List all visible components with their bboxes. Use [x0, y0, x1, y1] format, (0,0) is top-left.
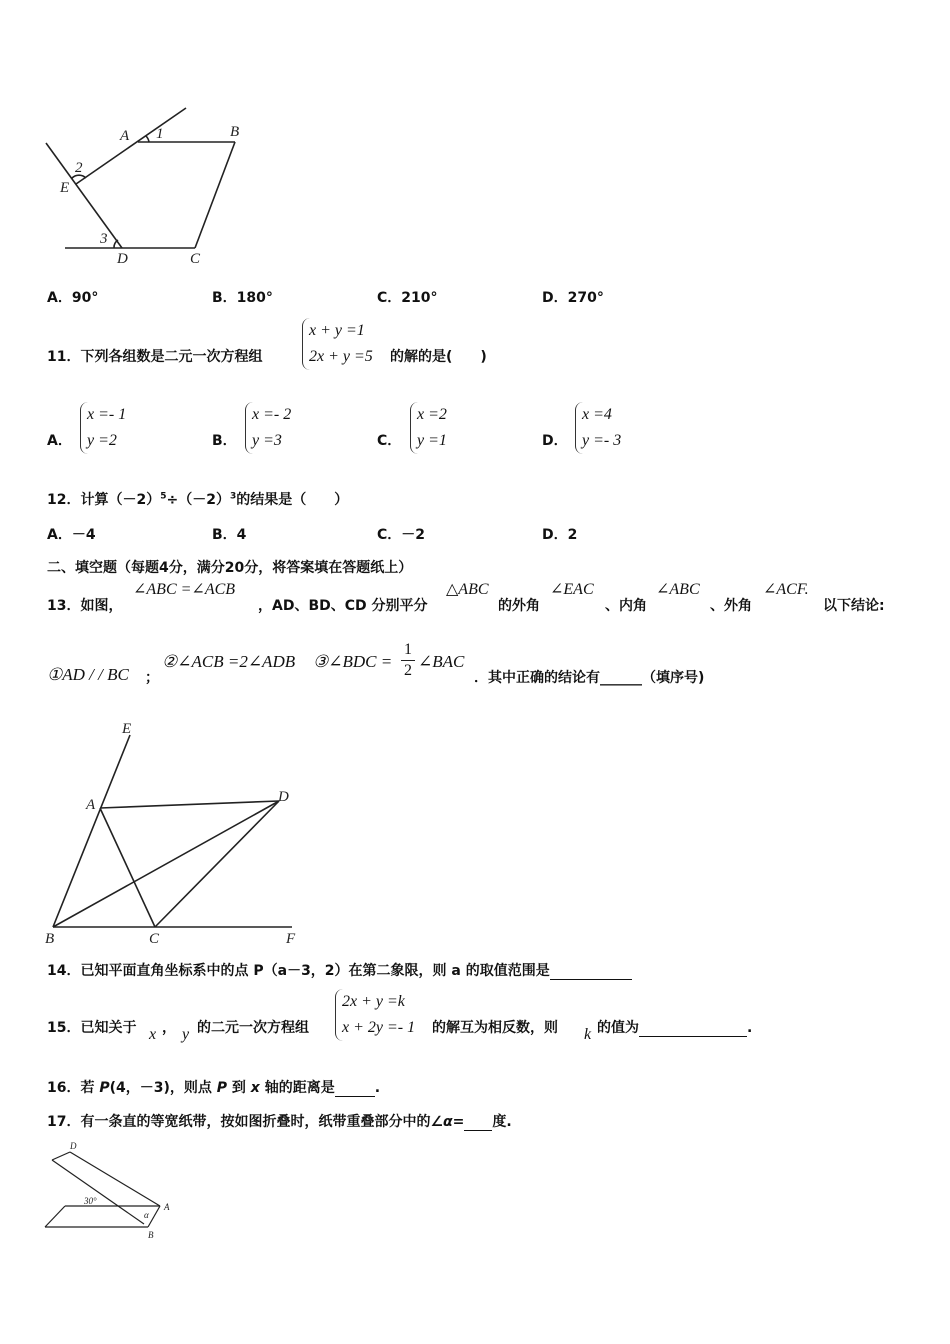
q13-number: 13．如图， — [47, 598, 123, 614]
label-D: D — [117, 251, 128, 267]
q11-tail: 的解的是( ) — [390, 349, 487, 365]
label-2: 2 — [75, 160, 83, 176]
q14-stem: 14．已知平面直角坐标系中的点 P（a－3，2）在第二象限，则 a 的取值范围是 — [47, 960, 632, 980]
line-BD — [53, 801, 279, 927]
q13-mid2: 的外角 — [498, 598, 540, 614]
label-3: 3 — [100, 231, 108, 247]
q12-stem: 12．计算$(-2)^5\div(-2)^3$的结果是（ ） — [47, 491, 349, 508]
line-BE — [53, 735, 130, 927]
q15-comma: ， — [162, 1020, 176, 1036]
q16-answer-blank[interactable] — [335, 1080, 375, 1097]
q15-system: 2x + y =k x + 2y =- 1 — [335, 989, 415, 1041]
q15-a: 15．已知关于 — [47, 1020, 137, 1036]
q13-fraction — [401, 640, 415, 681]
label-1: 1 — [156, 126, 164, 142]
label-C: C — [149, 931, 160, 947]
q13-conclusion-3-angle: ∠BAC — [418, 652, 465, 671]
q10-option-b[interactable]: B．180° — [212, 290, 273, 306]
line-BC — [195, 142, 235, 248]
q14-answer-blank[interactable] — [550, 963, 632, 980]
q11-option-a-letter[interactable]: A． — [47, 433, 72, 449]
q13-angle-abc: ∠ABC — [656, 581, 700, 598]
q11-option-a-system[interactable]: x =- 1 y =2 — [80, 402, 126, 454]
q15-var-x: x — [149, 1026, 157, 1043]
q17-stem: 17．有一条直的等宽纸带，按如图折叠时，纸带重叠部分中的∠α= 度. — [47, 1114, 512, 1130]
q11-option-c-letter[interactable]: C． — [377, 433, 402, 449]
fold-line-AB — [148, 1206, 160, 1227]
q13-tail: ．其中正确的结论有______（填序号) — [474, 670, 705, 686]
q16-stem: 16．若 P(4，－3)，则点 P 到 x 轴的距离是 . — [47, 1080, 381, 1096]
label-angle-30: 30° — [84, 1196, 97, 1206]
strip-bottom-edge — [52, 1160, 144, 1224]
label-B: B — [230, 124, 240, 140]
q13-conclusion-1: ①AD / / BC — [47, 665, 129, 684]
q13-separator: ； — [145, 670, 159, 686]
angle-arc-1 — [146, 136, 149, 142]
q15-b: 的二元一次方程组 — [197, 1020, 309, 1036]
q17-answer-blank[interactable] — [464, 1114, 492, 1131]
q11-option-d-letter[interactable]: D． — [542, 433, 568, 449]
q10-option-a[interactable]: A．90° — [47, 290, 99, 306]
label-A: A — [120, 128, 130, 144]
label-B: B — [45, 931, 55, 947]
q13-mid4: 、外角 — [710, 598, 752, 614]
q13-angle-eac: ∠EAC — [550, 581, 594, 598]
section-heading-fill-in: 二、填空题（每题4分，满分20分，将答案填在答题纸上） — [47, 560, 413, 576]
line-CD — [155, 801, 279, 927]
q15-answer-blank[interactable] — [639, 1020, 747, 1037]
line-AD — [100, 801, 279, 808]
q13-fraction-numerator: 1 — [401, 640, 415, 661]
line-ray-through-A-E — [76, 108, 186, 184]
label-alpha: α — [144, 1210, 149, 1220]
q12-option-b[interactable]: B．4 — [212, 527, 247, 543]
q12-option-a[interactable]: A．－4 — [47, 527, 96, 543]
q13-conclusion-3: ③∠BDC = — [313, 652, 393, 671]
label-A: A — [86, 797, 96, 813]
q11-option-c-system[interactable]: x =2 y =1 — [410, 402, 447, 454]
q10-option-d[interactable]: D．270° — [542, 290, 604, 306]
q11-system: x + y =1 2x + y =5 — [302, 318, 373, 370]
q13-mid5: 以下结论: — [823, 598, 885, 614]
q11-option-d-system[interactable]: x =4 y =- 3 — [575, 402, 621, 454]
q17-figure — [40, 1138, 180, 1243]
label-D: D — [278, 789, 289, 805]
q12-option-c[interactable]: C．－2 — [377, 527, 426, 543]
q10-option-c[interactable]: C．210° — [377, 290, 438, 306]
q13-angle-acf: ∠ACF. — [763, 581, 809, 598]
lower-strip-left — [45, 1206, 65, 1227]
q13-conclusion-2: ②∠ACB =2∠ADB — [162, 652, 296, 671]
strip-left-end — [52, 1152, 70, 1160]
q13-triangle: △ABC — [446, 581, 489, 598]
q15-var-y: y — [182, 1026, 190, 1043]
line-ED — [46, 143, 122, 248]
label-E: E — [122, 721, 132, 737]
label-B: B — [148, 1230, 154, 1240]
label-E: E — [60, 180, 70, 196]
q13-fraction-denominator: 2 — [404, 662, 412, 679]
q15-c: 的解互为相反数，则 — [432, 1020, 558, 1036]
q13-mid1: ，AD、BD、CD 分别平分 — [258, 598, 428, 614]
q10-figure — [40, 100, 260, 275]
q13-given: ∠ABC =∠ACB — [133, 581, 236, 598]
label-A: A — [164, 1202, 170, 1212]
q13-mid3: 、内角 — [605, 598, 647, 614]
q11-stem: 11．下列各组数是二元一次方程组 — [47, 349, 263, 365]
q13-figure — [40, 715, 310, 950]
angle-arc-3 — [114, 240, 118, 248]
q11-option-b-system[interactable]: x =- 2 y =3 — [245, 402, 291, 454]
q15-d: 的值为 . — [597, 1020, 753, 1036]
label-D: D — [70, 1141, 77, 1151]
q12-option-d[interactable]: D．2 — [542, 527, 578, 543]
label-F: F — [286, 931, 296, 947]
q15-var-k: k — [584, 1026, 592, 1043]
line-AC — [100, 808, 155, 927]
q11-option-b-letter[interactable]: B． — [212, 433, 237, 449]
label-C: C — [190, 251, 201, 267]
